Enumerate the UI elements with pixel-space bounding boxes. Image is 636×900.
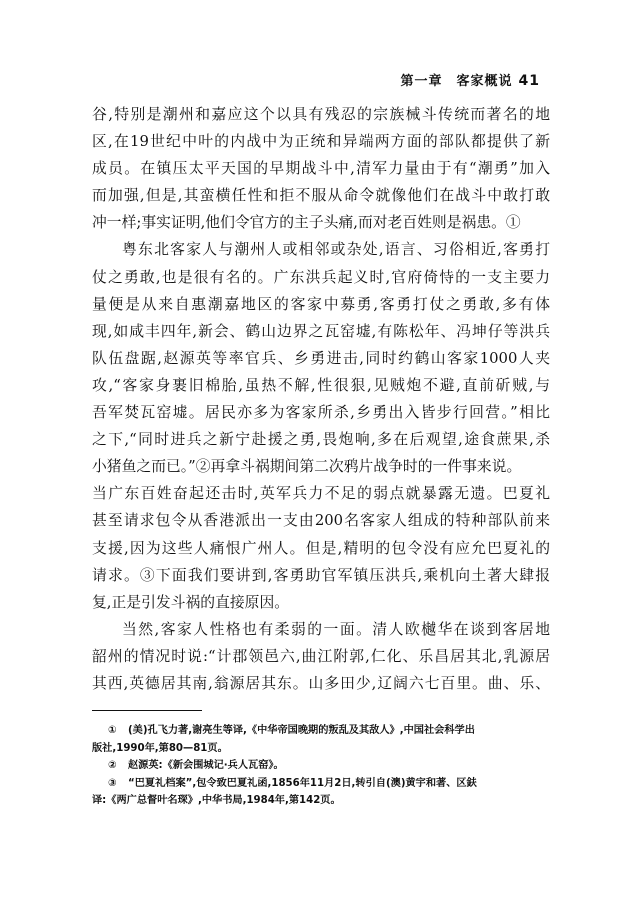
running-header — [401, 70, 541, 89]
footnote-text: 译:《两广总督叶名琛》,中华书局,1984年,第142页。 — [92, 795, 341, 806]
body-line: 冲一样;事实证明,他们令官方的主子头痛,而对老百姓则是祸患。① — [92, 214, 521, 232]
body-line: 支援,因为这些人痛恨广州人。但是,精明的包令没有应允巴夏礼的 — [92, 539, 550, 557]
body-line: 甚至请求包令从香港派出一支由200名客家人组成的特种部队前来 — [92, 512, 550, 530]
body-line: 而加强,但是,其蛮横任性和拒不服从命令就像他们在战斗中敢打敢 — [92, 187, 550, 205]
footnote-mark: ① — [108, 725, 117, 736]
body-line: 之下,“同时进兵之新宁赴援之勇,畏炮响,多在后观望,途食蔗果,杀 — [92, 431, 550, 449]
body-line: 当广东百姓奋起还击时,英军兵力不足的弱点就暴露无遗。巴夏礼 — [92, 485, 550, 503]
footnotes — [92, 722, 550, 810]
footnote — [108, 757, 550, 775]
chapter-title: 第一章 客家概说 — [400, 74, 513, 89]
footnote-mark: ② — [108, 760, 117, 771]
footnote — [92, 722, 550, 757]
footnote — [92, 775, 550, 810]
body-line: 当然,客家人性格也有柔弱的一面。清人欧樾华在谈到客居地 — [122, 620, 550, 638]
body-line: 仗之勇敢,也是很有名的。广东洪兵起义时,官府倚恃的一支主要力 — [92, 268, 550, 286]
body-line: 量便是从来自惠潮嘉地区的客家中募勇,客勇打仗之勇敢,多有体 — [92, 295, 550, 313]
body-line: 攻,“客家身裹旧棉胎,虽热不解,性很狠,见贼炮不避,直前斫贼,与 — [92, 376, 550, 394]
body-text — [92, 101, 550, 697]
body-line: 韶州的情况时说:“计郡领邑六,曲江附郭,仁化、乐昌居其北,乳源居 — [92, 647, 550, 665]
footnote-divider — [92, 710, 202, 711]
footnote-text: 版社,1990年,第80—81页。 — [92, 742, 228, 754]
body-line: 队伍盘踞,赵源英等率官兵、乡勇进击,同时约鹤山客家1000人夹 — [92, 349, 550, 367]
footnote-text: (美)孔飞力著,谢亮生等译,《中华帝国晚期的叛乱及其敌人》,中国社会科学出 — [128, 725, 475, 736]
body-line: 粤东北客家人与潮州人或相邻或杂处,语言、习俗相近,客勇打 — [122, 241, 550, 259]
body-line: 谷,特别是潮州和嘉应这个以具有残忍的宗族械斗传统而著名的地 — [92, 106, 550, 123]
page-number: 41 — [518, 73, 540, 89]
body-line: 区,在19世纪中叶的内战中为正统和异端两方面的部队都提供了新 — [92, 133, 550, 151]
footnote-text: “巴夏礼档案”,包令致巴夏礼函,1856年11月2日,转引自(澳)黄宇和著、区鈇 — [128, 777, 477, 789]
body-line: 复,正是引发斗祸的直接原因。 — [92, 593, 290, 611]
body-line: 成员。在镇压太平天国的早期战斗中,清军力量由于有“潮勇”加入 — [92, 160, 550, 178]
footnote-mark: ③ — [108, 777, 117, 789]
body-line: 小猪鱼之而已。”②再拿斗祸期间第二次鸦片战争时的一件事来说。 — [92, 458, 522, 476]
body-line: 请求。③下面我们要讲到,客勇助官军镇压洪兵,乘机向土著大肆报 — [92, 566, 550, 584]
body-line: 吾军焚瓦窑墟。居民亦多为客家所杀,乡勇出入皆步行回营。”相比 — [92, 404, 550, 422]
body-line: 现,如咸丰四年,新会、鹤山边界之瓦窑墟,有陈松年、冯坤仔等洪兵 — [92, 322, 550, 340]
footnote-text: 赵源英:《新会围城记·兵人瓦窑》。 — [128, 760, 284, 771]
body-line: 其西,英德居其南,翁源居其东。山多田少,辽阔六七百里。曲、乐、 — [92, 674, 550, 692]
